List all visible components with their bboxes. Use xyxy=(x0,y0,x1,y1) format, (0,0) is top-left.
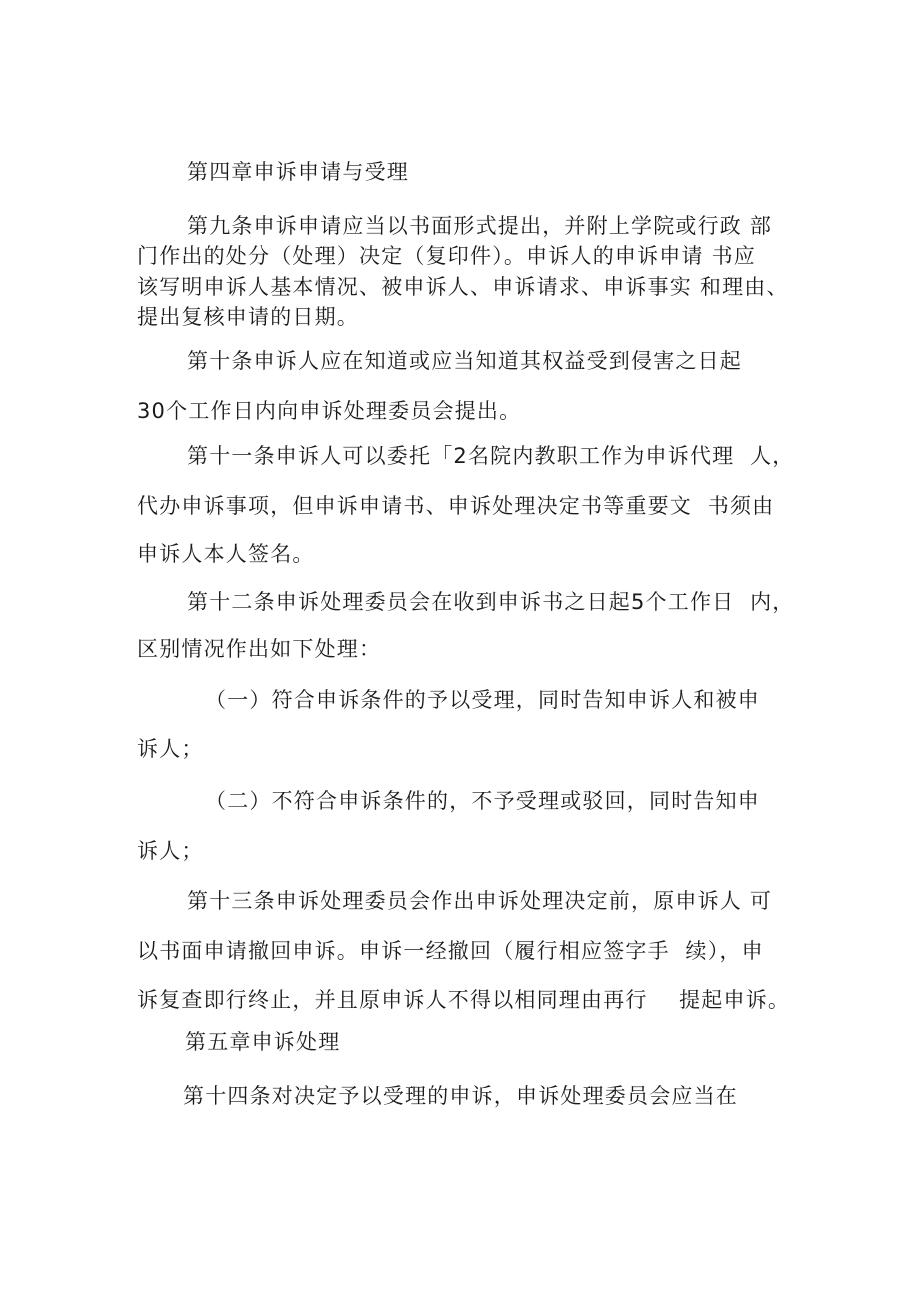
article-9-line-3: 该写明申诉人基本情况、被申诉人、申诉请求、申诉事实 和理由、 xyxy=(137,275,789,299)
item-1-line-2: 诉人； xyxy=(137,737,204,761)
article-11-line-3: 申诉人本人签名。 xyxy=(137,542,315,566)
article-9-line-4: 提出复核申请的日期。 xyxy=(137,305,359,329)
article-10-line-1: 第十条申诉人应在知道或应当知道其权益受到侵害之日起 xyxy=(187,349,742,373)
item-2-line-1: （二）不符合申诉条件的，不予受理或驳回，同时告知申 xyxy=(205,789,760,813)
item-1-line-1: （一）符合申诉条件的予以受理，同时告知申诉人和被申 xyxy=(205,688,760,712)
item-2-line-2: 诉人； xyxy=(137,839,204,863)
article-13-line-1: 第十三条申诉处理委员会作出申诉处理决定前，原申诉人 可 xyxy=(187,889,773,913)
article-13-line-3: 诉复查即行终止，并且原申诉人不得以相同理由再行 提起申诉。 xyxy=(137,988,791,1012)
article-12-line-2: 区别情况作出如下处理： xyxy=(137,637,382,661)
article-10-line-2: 30个工作日内向申诉处理委员会提出。 xyxy=(137,399,522,423)
article-14-line-1: 第十四条对决定予以受理的申诉，申诉处理委员会应当在 xyxy=(183,1084,738,1108)
article-11-line-1: 第十一条申诉人可以委托「2名院内教职工作为申诉代理 人， xyxy=(187,444,795,468)
chapter-5-heading: 第五章申诉处理 xyxy=(185,1030,341,1054)
article-12-line-1: 第十二条申诉处理委员会在收到申诉书之日起5个工作日 内， xyxy=(187,590,795,614)
article-11-line-2: 代办申诉事项，但申诉申请书、申诉处理决定书等重要文 书须由 xyxy=(137,494,775,518)
article-13-line-2: 以书面申请撤回申诉。申诉一经撤回（履行相应签字手 续），申 xyxy=(137,939,764,963)
article-9-line-2: 门作出的处分（处理）决定（复印件）。申诉人的申诉申请 书应 xyxy=(137,244,756,268)
chapter-4-heading: 第四章申诉申请与受理 xyxy=(187,160,409,184)
article-9-line-1: 第九条申诉申请应当以书面形式提出，并附上学院或行政 部 xyxy=(187,214,773,238)
